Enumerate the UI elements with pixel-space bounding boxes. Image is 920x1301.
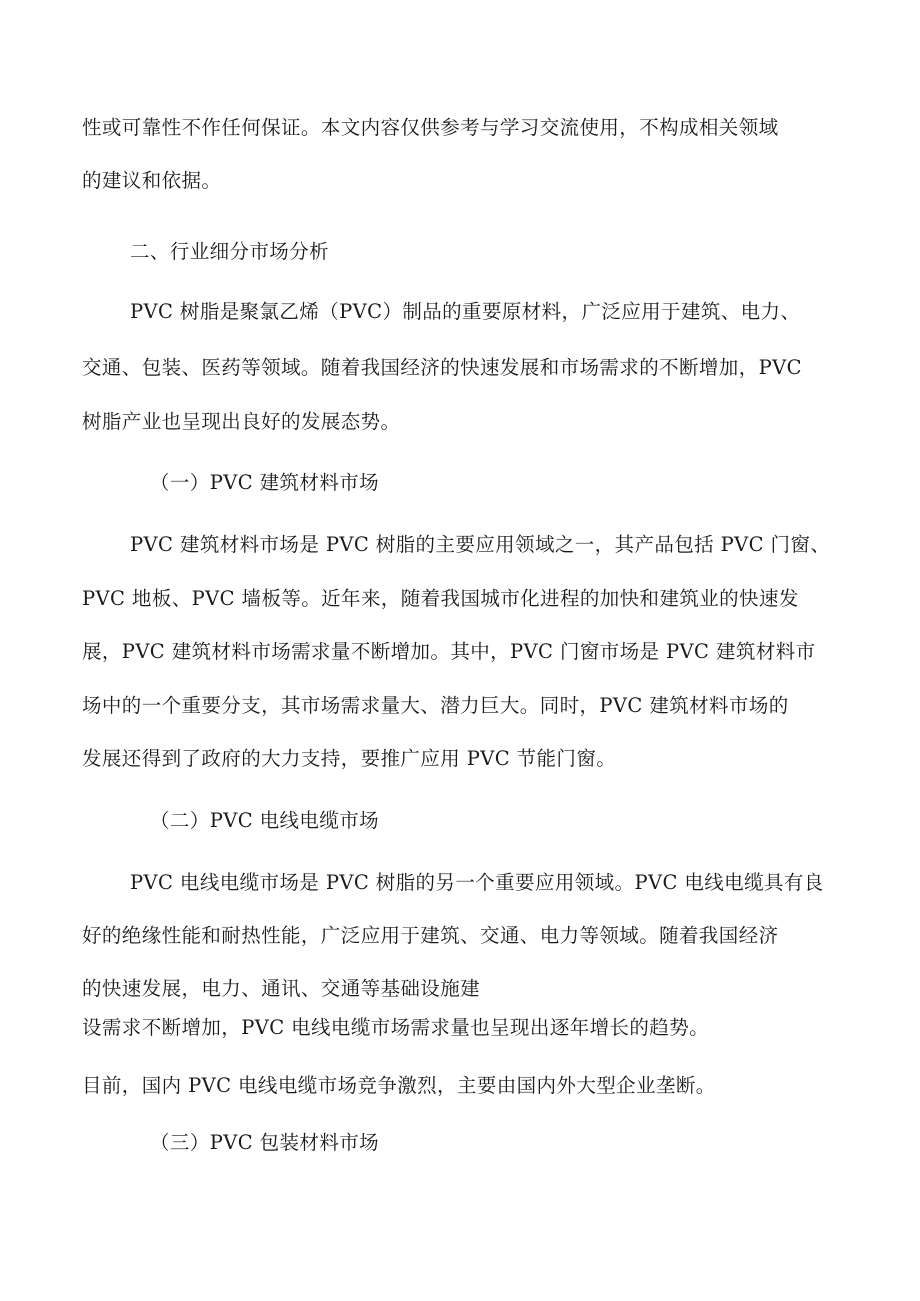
paragraph-line: 设需求不断增加，PVC 电线电缆市场需求量也呈现出逐年增长的趋势。 [82, 1016, 710, 1039]
paragraph-line: 交通、包装、医药等领域。随着我国经济的快速发展和市场需求的不断增加，PVC [82, 356, 802, 379]
paragraph-line: 发展还得到了政府的大力支持，要推广应用 PVC 节能门窗。 [82, 747, 617, 770]
paragraph-line: 性或可靠性不作任何保证。本文内容仅供参考与学习交流使用，不构成相关领域 [82, 116, 779, 139]
paragraph-line: PVC 电线电缆市场是 PVC 树脂的另一个重要应用领域。PVC 电线电缆具有良 [130, 871, 824, 894]
paragraph-line: PVC 树脂是聚氯乙烯（PVC）制品的重要原材料，广泛应用于建筑、电力、 [130, 300, 801, 323]
subsection-heading: （一）PVC 建筑材料市场 [150, 471, 380, 494]
subsection-heading: （三）PVC 包装材料市场 [150, 1131, 380, 1154]
paragraph-line: 好的绝缘性能和耐热性能，广泛应用于建筑、交通、电力等领域。随着我国经济 [82, 924, 779, 947]
paragraph-line: 目前，国内 PVC 电线电缆市场竞争激烈，主要由国内外大型企业垄断。 [82, 1074, 716, 1097]
paragraph-line: 的建议和依据。 [82, 169, 222, 192]
paragraph-line: PVC 建筑材料市场是 PVC 树脂的主要应用领域之一，其产品包括 PVC 门窗、 [130, 533, 831, 556]
paragraph-line: 场中的一个重要分支，其市场需求量大、潜力巨大。同时，PVC 建筑材料市场的 [82, 694, 789, 717]
subsection-heading: （二）PVC 电线电缆市场 [150, 809, 380, 832]
paragraph-line: 树脂产业也呈现出良好的发展态势。 [82, 410, 401, 433]
paragraph-line: PVC 地板、PVC 墙板等。近年来，随着我国城市化进程的加快和建筑业的快速发 [82, 587, 799, 610]
section-heading: 二、行业细分市场分析 [130, 240, 330, 263]
paragraph-line: 的快速发展，电力、通讯、交通等基础设施建 [82, 977, 481, 1000]
paragraph-line: 展，PVC 建筑材料市场需求量不断增加。其中，PVC 门窗市场是 PVC 建筑材料市 [82, 640, 816, 663]
